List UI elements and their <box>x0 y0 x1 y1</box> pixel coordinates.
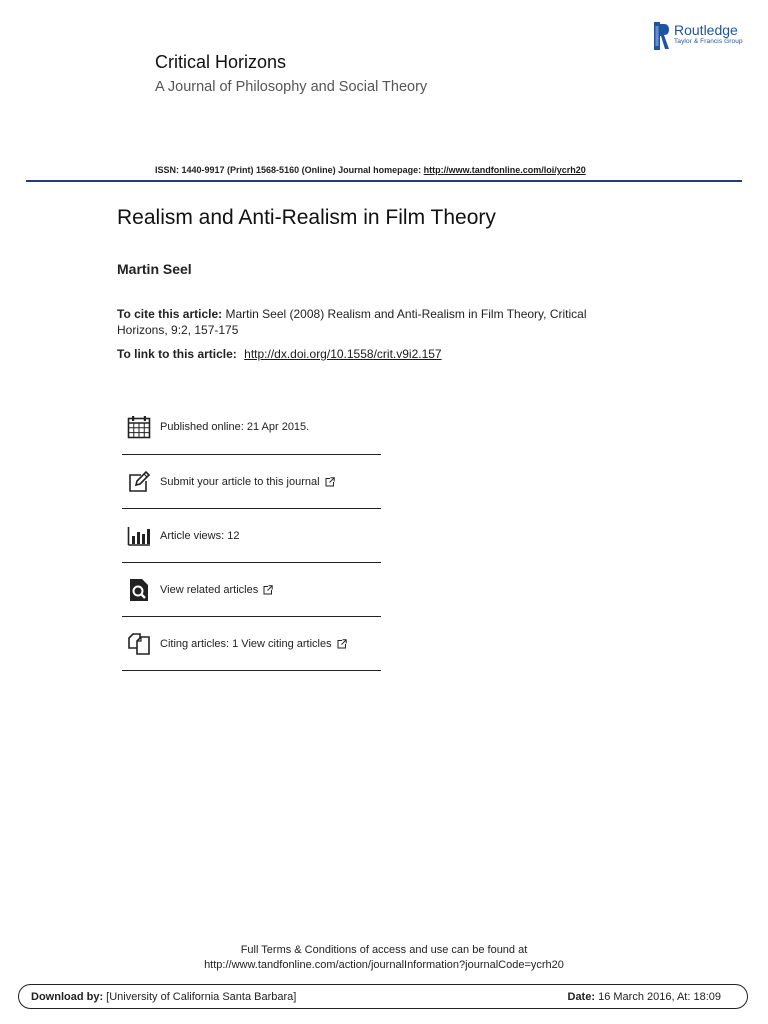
citing-articles-link[interactable]: Citing articles: 1 View citing articles <box>160 637 332 650</box>
doi-link[interactable]: http://dx.doi.org/10.1558/crit.v9i2.157 <box>244 347 442 361</box>
submit-article-link[interactable]: Submit your article to this journal <box>160 475 320 488</box>
calendar-icon <box>127 415 151 439</box>
download-by <box>31 991 296 1003</box>
citing-documents-icon <box>127 632 151 656</box>
journal-homepage-link[interactable]: http://www.tandfonline.com/loi/ycrh20 <box>423 165 586 175</box>
external-link-icon <box>337 639 347 649</box>
link-block <box>117 347 442 361</box>
related-row[interactable] <box>122 563 381 617</box>
citation-block <box>117 306 617 338</box>
journal-subtitle: A Journal of Philosophy and Social Theory <box>155 79 428 95</box>
download-date <box>568 991 722 1003</box>
terms-line: Full Terms & Conditions of access and use can be found at <box>240 944 528 956</box>
publisher-name: Routledge <box>674 22 738 38</box>
link-label: To link to this article: <box>117 347 237 361</box>
article-title: Realism and Anti-Realism in Film Theory <box>117 206 496 229</box>
terms-notice <box>0 943 768 973</box>
journal-title: Critical Horizons <box>155 52 287 72</box>
search-document-icon <box>127 578 151 602</box>
article-author: Martin Seel <box>117 261 192 277</box>
issn-text: ISSN: 1440-9917 (Print) 1568-5160 (Online) Journal homepage: <box>155 165 422 175</box>
download-label: Download by: <box>31 991 104 1003</box>
publisher-logo <box>654 22 743 50</box>
header-divider <box>26 180 742 182</box>
external-link-icon <box>263 585 273 595</box>
related-articles-link[interactable]: View related articles <box>160 583 259 596</box>
edit-icon <box>127 470 151 494</box>
terms-url[interactable]: http://www.tandfonline.com/action/journalInformation?journalCode=ycrh20 <box>204 959 564 971</box>
issn-line <box>155 165 586 175</box>
article-info-list <box>122 400 381 671</box>
external-link-icon <box>325 477 335 487</box>
cite-text: Martin Seel (2008) Realism and Anti-Realism in Film Theory, Critical Horizons, 9:2, 157-175 <box>117 307 587 337</box>
routledge-logo-icon <box>654 22 670 50</box>
published-row <box>122 400 381 455</box>
bar-chart-icon <box>127 524 151 548</box>
views-row <box>122 509 381 563</box>
download-info-bar <box>18 984 748 1009</box>
published-text: Published online: 21 Apr 2015. <box>160 421 310 433</box>
date-value: 16 March 2016, At: 18:09 <box>598 991 721 1003</box>
citing-row[interactable] <box>122 617 381 671</box>
date-label: Date: <box>567 991 596 1003</box>
cite-label: To cite this article: <box>117 307 223 321</box>
views-text: Article views: 12 <box>160 529 240 542</box>
download-value: [University of California Santa Barbara] <box>106 991 297 1003</box>
publisher-group: Taylor & Francis Group <box>674 38 743 45</box>
submit-row[interactable] <box>122 455 381 509</box>
